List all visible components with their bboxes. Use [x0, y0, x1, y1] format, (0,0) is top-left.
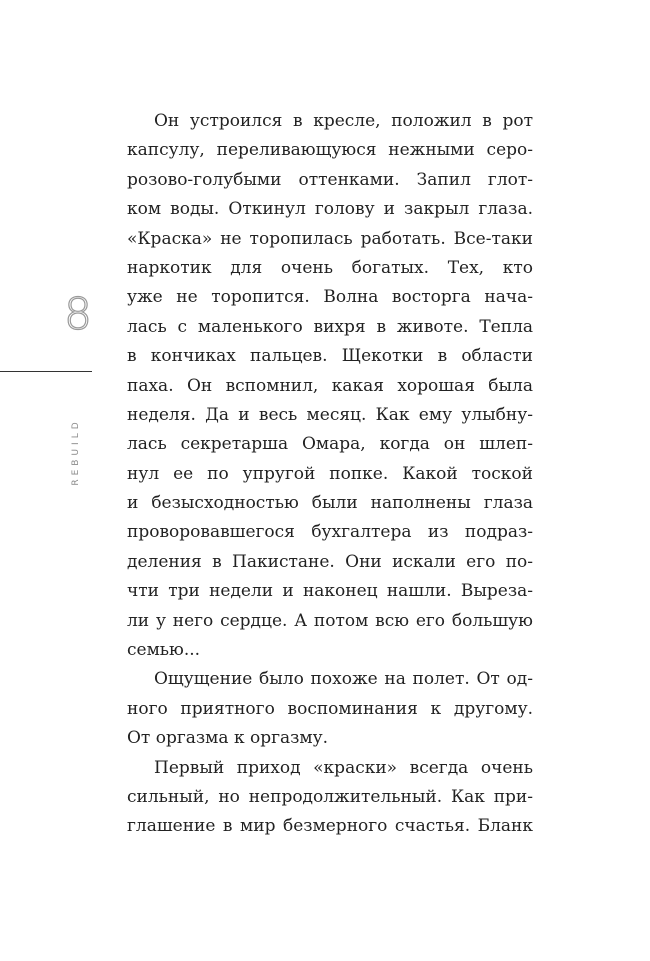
- page-number: 8: [64, 289, 92, 340]
- text-line: Он устроился в кресле, положил в рот: [154, 111, 533, 131]
- text-line: наркотик для очень богатых. Тех, кто: [127, 257, 533, 278]
- text-line: ного приятного воспоминания к другому.: [127, 698, 533, 719]
- body-text: [127, 107, 533, 842]
- text-line: деления в Пакистане. Они искали его по-: [127, 551, 533, 572]
- text-line: паха. Он вспомнил, какая хорошая была: [127, 375, 533, 396]
- text-line: лась с маленького вихря в животе. Тепла: [127, 316, 533, 337]
- text-line: розово-голубыми оттенками. Запил глот-: [127, 169, 533, 190]
- text-line: сильный, но непродолжительный. Как при-: [127, 786, 533, 807]
- text-line: ли у него сердце. А потом всю его большую: [127, 610, 533, 631]
- text-line: и безысходностью были наполнены глаза: [127, 493, 533, 514]
- text-line: ком воды. Откинул голову и закрыл глаза.: [127, 199, 533, 220]
- text-line: Ощущение было похоже на полет. От од-: [154, 669, 533, 690]
- text-line: нул ее по упругой попке. Какой тоской: [127, 463, 533, 484]
- paragraph-1: [127, 107, 533, 665]
- text-line: семью...: [127, 640, 201, 661]
- running-head: REBUILD: [71, 418, 81, 486]
- text-line: лась секретарша Омара, когда он шлеп-: [127, 434, 533, 455]
- text-line: глашение в мир безмерного счастья. Бланк: [127, 816, 533, 837]
- text-line: уже не торопится. Волна восторга нача-: [127, 287, 533, 308]
- text-line: капсулу, переливающуюся нежными серо-: [127, 140, 533, 161]
- text-line: неделя. Да и весь месяц. Как ему улыбну-: [127, 404, 533, 425]
- text-line: проворовавшегося бухгалтера из подраз-: [127, 522, 533, 543]
- paragraph-3: [127, 754, 533, 842]
- text-line: чти три недели и наконец нашли. Выреза-: [127, 581, 533, 602]
- text-line: Первый приход «краски» всегда очень: [154, 757, 533, 778]
- paragraph-2: [127, 665, 533, 753]
- margin-rule: [0, 371, 92, 372]
- text-line: «Краска» не торопилась работать. Все-таки: [127, 228, 533, 249]
- text-line: От оргазма к оргазму.: [127, 728, 329, 749]
- text-line: в кончиках пальцев. Щекотки в области: [127, 346, 533, 367]
